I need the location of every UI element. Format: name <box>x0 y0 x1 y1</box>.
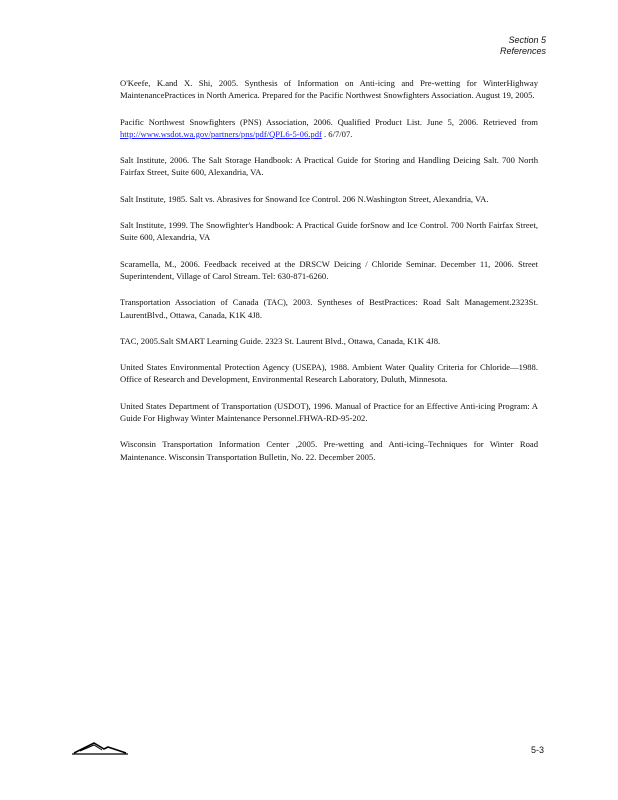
reference-item: United States Environmental Protection Agency (USEPA), 1988. Ambient Water Quality Criteria for Chloride—1988. Office of Research and Development, Environmental Research Laboratory, Duluth, Minnesota. <box>120 362 538 385</box>
reference-item: Salt Institute, 1999. The Snowfighter's Handbook: A Practical Guide forSnow and Ice Control. 700 North Fairfax Street, Suite 600, Alexandria, VA <box>120 220 538 243</box>
reference-item: TAC, 2005.Salt SMART Learning Guide. 2323 St. Laurent Blvd., Ottawa, Canada, K1K 4J8. <box>120 335 441 346</box>
reference-item: O'Keefe, K.and X. Shi, 2005. Synthesis of Information on Anti-icing and Pre-wetting for WinterHighway MaintenancePractices in North America. Prepared for the Pacific Northwest Snowfighters Association. August 19, 2005. <box>120 78 538 101</box>
mountain-logo-icon <box>72 741 128 760</box>
qpl-pdf-link[interactable]: http://www.wsdot.wa.gov/partners/pns/pdf/QPL6-5-06.pdf <box>120 128 322 139</box>
page-header <box>500 35 546 57</box>
reference-list <box>120 77 538 477</box>
reference-item: Wisconsin Transportation Information Center ,2005. Pre-wetting and Anti-icing–Techniques for Winter Road Maintenance. Wisconsin Transportation Bulletin, No. 22. December 2005. <box>120 439 538 462</box>
reference-item: Scaramella, M., 2006. Feedback received at the DRSCW Deicing / Chloride Seminar. December 11, 2006. Street Superintendent, Village of Carol Stream. Tel: 630-871-6260. <box>120 258 538 281</box>
section-title: References <box>499 46 546 56</box>
reference-item: Pacific Northwest Snowfighters (PNS) Association, 2006. Qualified Product List. June 5, 2006. Retrieved from http://www.wsdot.wa.gov/partners/pns/pdf/QPL6-5-06.pdf . 6/7/07. <box>120 116 538 139</box>
reference-item: Transportation Association of Canada (TAC), 2003. Syntheses of BestPractices: Road Salt Management.2323St. LaurentBlvd., Ottawa, Canada, K1K 4J8. <box>120 297 538 320</box>
reference-item: United States Department of Transportation (USDOT), 1996. Manual of Practice for an Effective Anti-icing Program: A Guide For Highway Winter Maintenance Personnel.FHWA-RD-95-202. <box>120 400 538 424</box>
page-number: 5-3 <box>530 745 544 755</box>
reference-item: Salt Institute, 2006. The Salt Storage Handbook: A Practical Guide for Storing and Handling Deicing Salt. 700 North Fairfax Street, Suite 600, Alexandria, VA. <box>120 155 538 178</box>
section-label: Section 5 <box>508 35 546 45</box>
reference-item: Salt Institute, 1985. Salt vs. Abrasives for Snowand Ice Control. 206 N.Washington Street, Alexandria, VA. <box>120 193 489 204</box>
